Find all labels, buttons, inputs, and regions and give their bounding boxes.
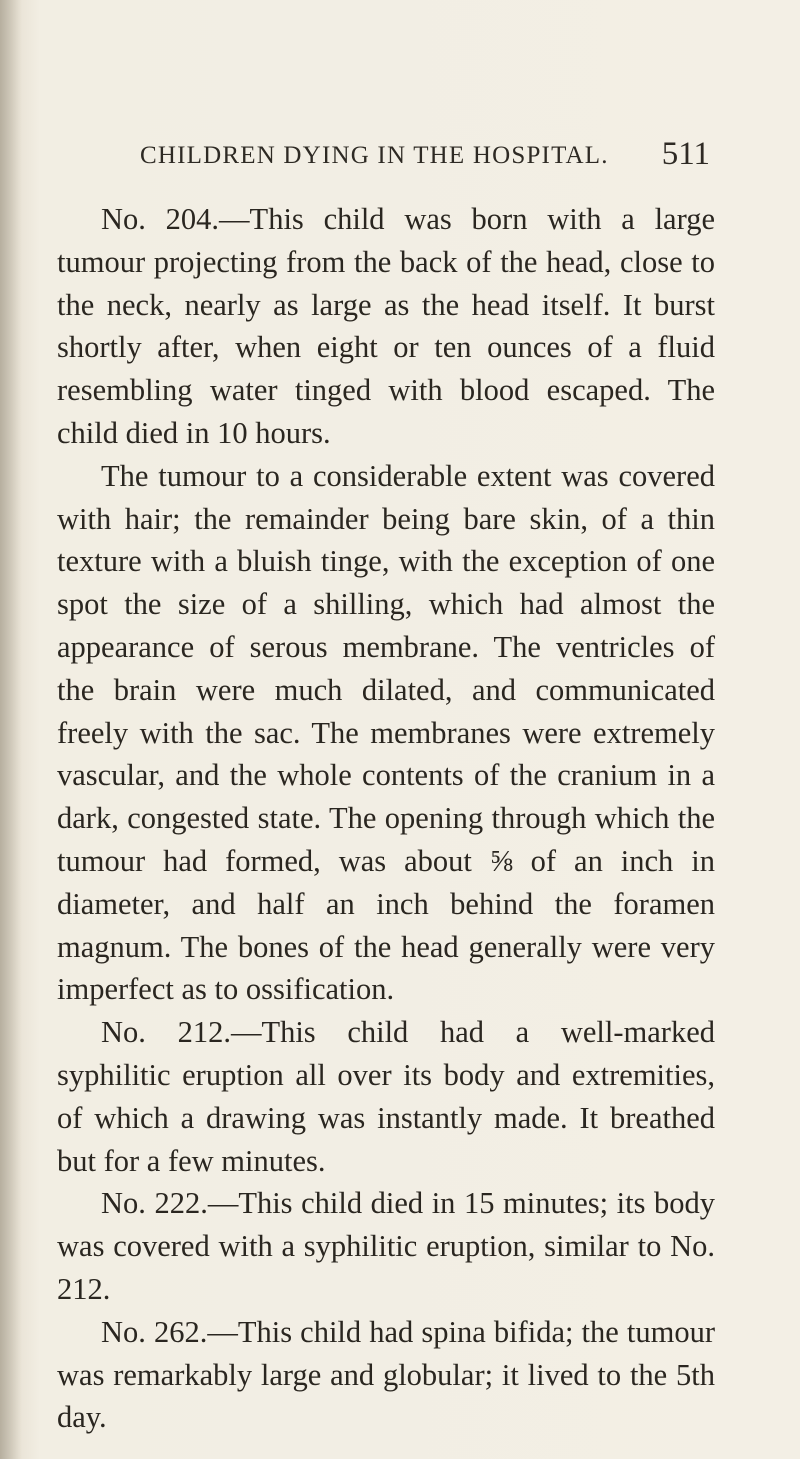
page-header: [140, 128, 710, 188]
paragraph-case-222: No. 222.—This child died in 15 minutes; its body was covered with a syphilitic eruption, similar to No. 212.: [57, 1186, 715, 1306]
paragraph-tumour-description: The tumour to a considerable extent was covered with hair; the remainder being bare skin, of a thin texture with a bluish tinge, with the exception of one spot the size of a shilling, which had almost the appearance of serous membrane. The ventricles of the brain were much dilated, and communicated freely with the sac. The membranes were extremely vascular, and the whole contents of the cranium in a dark, congested state. The opening through which the tumour had formed, was about ⅝ of an inch in diameter, and half an inch behind the foramen magnum. The bones of the head generally were very imperfect as to ossification.: [57, 458, 715, 1007]
page-number: 511: [661, 136, 710, 172]
paragraph-case-204: No. 204.—This child was born with a large tumour projecting from the back of the head, close to the neck, nearly as large as the head itself. It burst shortly after, when eight or ten ounces of a fluid resembling water tinged with blood escaped. The child died in 10 hours.: [57, 202, 715, 450]
paragraph-case-212: No. 212.—This child had a well-marked syphilitic eruption all over its body and extremities, of which a drawing was instantly made. It breathed but for a few minutes.: [57, 1015, 715, 1178]
body-text: [57, 198, 715, 1439]
paragraph-case-262: No. 262.—This child had spina bifida; the tumour was remarkably large and globular; it lived to the 5th day.: [57, 1314, 715, 1435]
binding-gutter-shadow: [0, 0, 22, 1459]
running-title: CHILDREN DYING IN THE HOSPITAL.: [140, 142, 609, 169]
